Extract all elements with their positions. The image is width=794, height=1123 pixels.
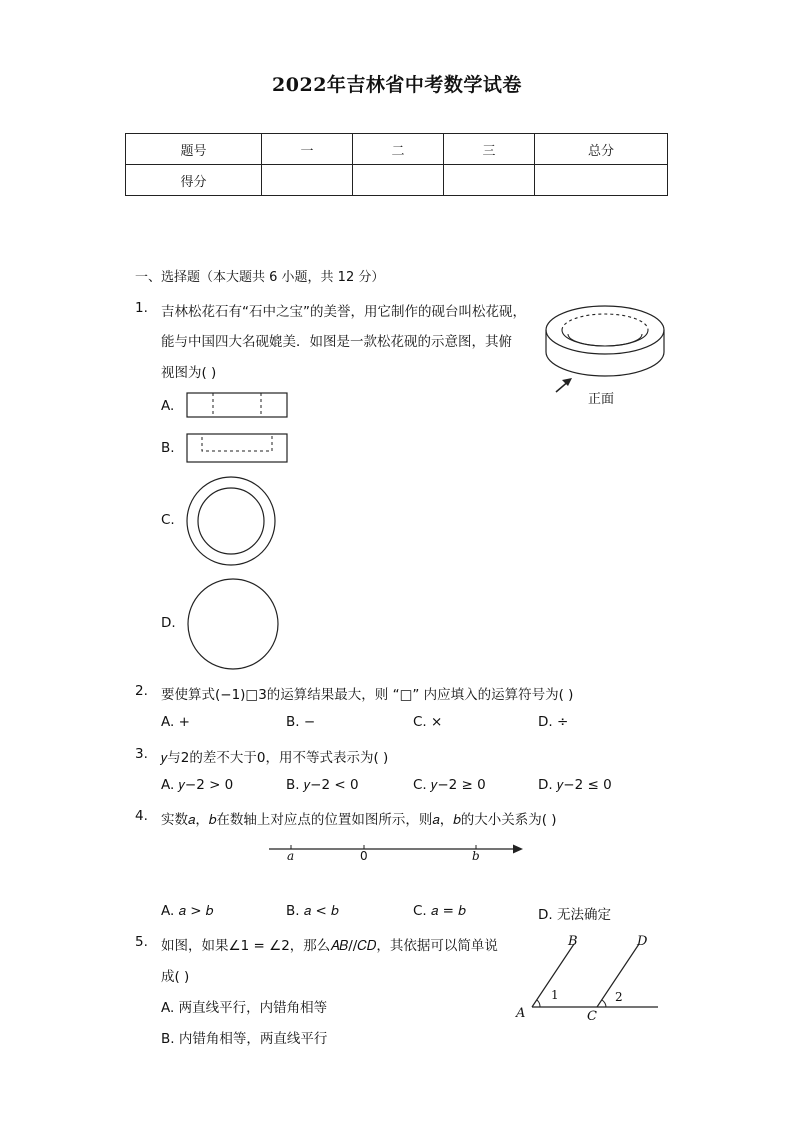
figure-label-a: A <box>516 1006 526 1021</box>
table-cell: 题号 <box>126 134 262 165</box>
question-number: 1. <box>135 300 148 316</box>
front-label: 正面 <box>588 392 615 407</box>
figure-label-c: C <box>587 1009 597 1024</box>
question-text: 视图为( ) <box>161 365 217 381</box>
axis-label-zero: 0 <box>360 849 368 863</box>
option-label: D. <box>161 615 176 631</box>
question-text: 能与中国四大名砚媲美．如图是一款松花砚的示意图，其俯 <box>161 334 512 350</box>
option-label: C. <box>161 512 175 528</box>
option-a: A. 𝑎 > 𝑏 <box>161 903 214 919</box>
option-a: A. + <box>161 714 190 730</box>
option-c-figure <box>184 474 278 568</box>
question-number: 2. <box>135 683 148 699</box>
option-b-figure <box>185 432 289 464</box>
option-c: C. 𝑦−2 ≥ 0 <box>413 777 486 793</box>
table-cell: 一 <box>262 134 353 165</box>
score-table <box>125 133 668 196</box>
option-b: B. 内错角相等，两直线平行 <box>161 1031 328 1047</box>
option-c: C. 𝑎 = 𝑏 <box>413 903 466 919</box>
question-number: 3. <box>135 746 148 762</box>
section-heading: 一、选择题（本大题共 6 小题，共 12 分） <box>135 270 385 285</box>
option-a-figure <box>185 391 289 419</box>
figure-label-d: D <box>637 934 648 949</box>
option-a: A. 两直线平行，内错角相等 <box>161 1000 328 1016</box>
table-row <box>126 165 668 196</box>
question-text: 吉林松花石有“石中之宝”的美誉，用它制作的砚台叫松花砚， <box>161 304 526 320</box>
angle-label-2: 2 <box>615 990 623 1004</box>
question-text: 𝑦与2的差不大于0，用不等式表示为( ) <box>161 750 389 766</box>
option-b: B. − <box>286 714 316 730</box>
option-b: B. 𝑎 < 𝑏 <box>286 903 339 919</box>
option-label: B. <box>161 440 175 456</box>
table-cell: 二 <box>353 134 444 165</box>
number-line <box>265 838 527 868</box>
option-d: D. ÷ <box>538 714 569 730</box>
table-cell: 总分 <box>535 134 668 165</box>
axis-label-b: 𝑏 <box>472 849 480 863</box>
axis-label-a: 𝑎 <box>287 849 295 863</box>
option-d: D. 无法确定 <box>538 907 611 923</box>
question-text: 实数𝑎，𝑏在数轴上对应点的位置如图所示，则𝑎，𝑏的大小关系为( ) <box>161 812 557 828</box>
table-cell <box>262 165 353 196</box>
question-text: 要使算式(−1)□3的运算结果最大，则 “□” 内应填入的运算符号为( ) <box>161 687 574 703</box>
table-cell: 得分 <box>126 165 262 196</box>
angle-label-1: 1 <box>551 988 559 1002</box>
page-title: 2022年吉林省中考数学试卷 <box>272 74 522 96</box>
option-d: D. 𝑦−2 ≤ 0 <box>538 777 612 793</box>
option-d-figure <box>184 578 282 672</box>
option-a: A. 𝑦−2 > 0 <box>161 777 234 793</box>
option-b: B. 𝑦−2 < 0 <box>286 777 359 793</box>
table-row <box>126 134 668 165</box>
table-cell: 三 <box>444 134 535 165</box>
question-text: 成( ) <box>161 969 190 985</box>
table-cell <box>353 165 444 196</box>
option-label: A. <box>161 398 175 414</box>
question-number: 5. <box>135 934 148 950</box>
question-number: 4. <box>135 808 148 824</box>
table-cell <box>444 165 535 196</box>
question-text: 如图，如果∠1 = ∠2，那么𝐴𝐵//𝐶𝐷，其依据可以简单说 <box>161 938 498 954</box>
figure-label-b: B <box>568 934 578 949</box>
option-c: C. × <box>413 714 443 730</box>
table-cell <box>535 165 668 196</box>
